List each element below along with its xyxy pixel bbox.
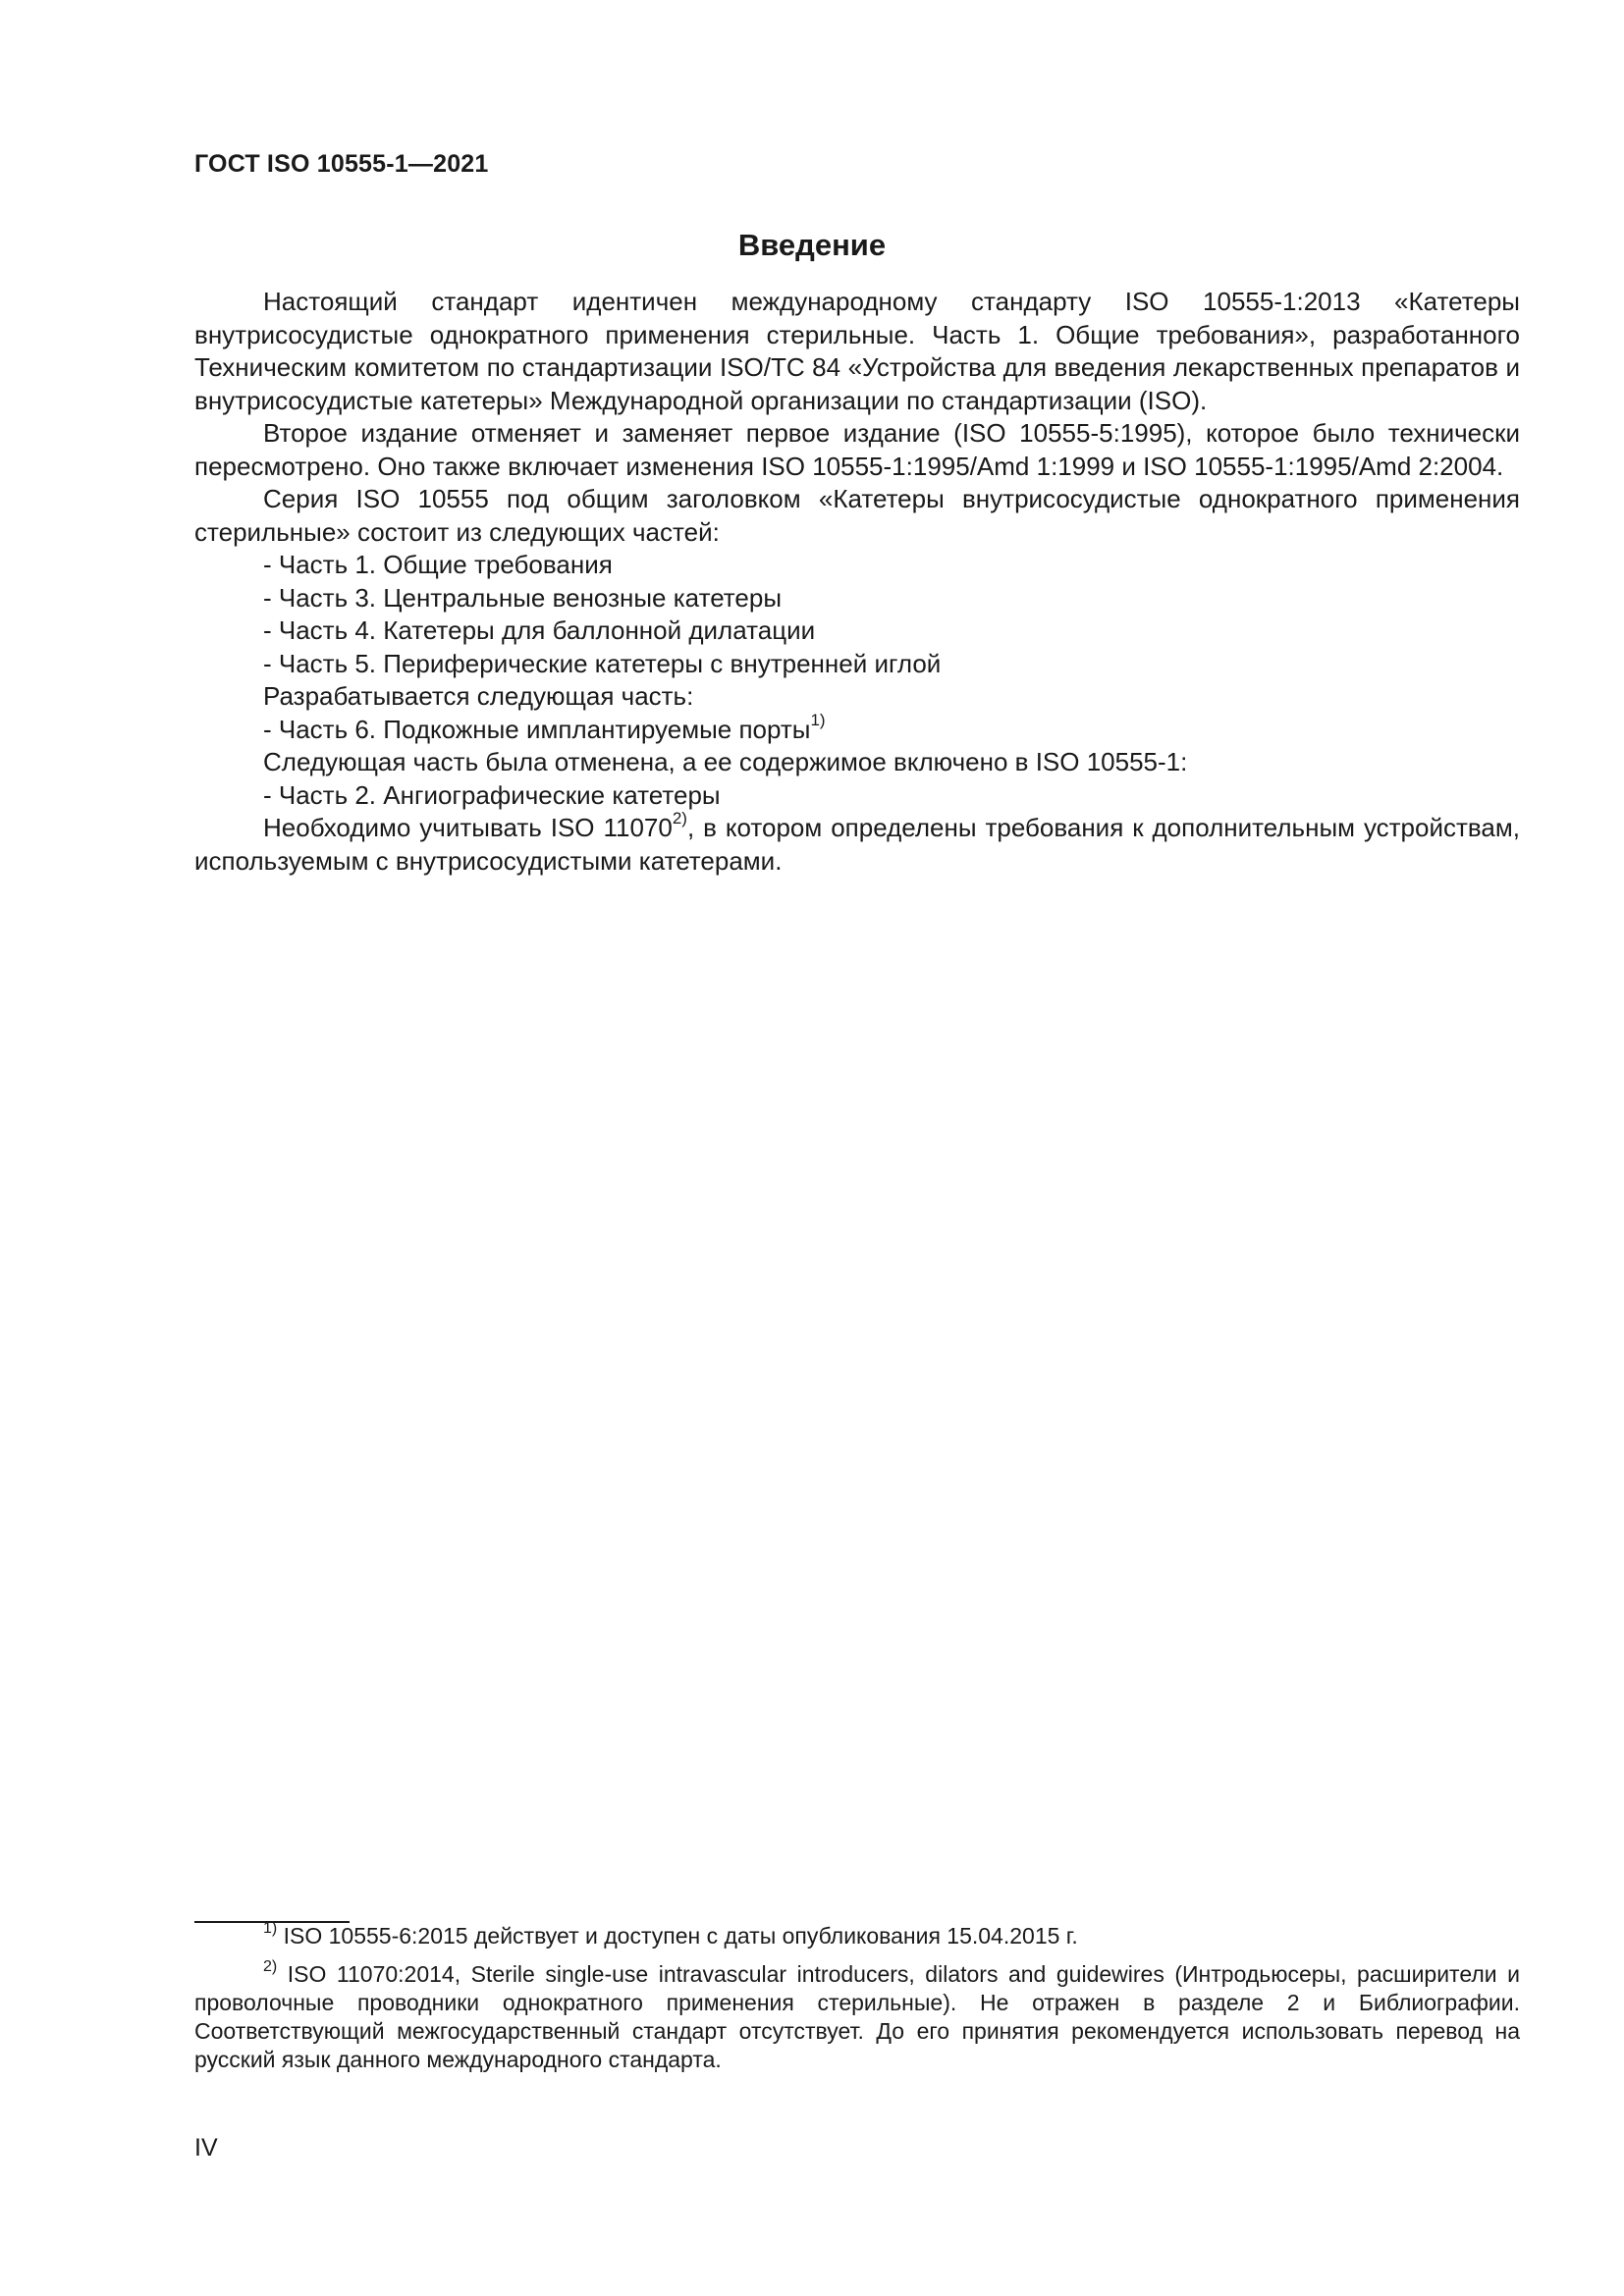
section-title: Введение [737, 228, 887, 262]
footnote-marker: 2) [263, 1958, 278, 1976]
footnote-2 [194, 1960, 1520, 2074]
paragraph-in-development: Разрабатывается следующая часть: [263, 681, 694, 711]
paragraph-text: Необходимо учитывать ISO 11070 [263, 813, 673, 842]
paragraph-identity: Настоящий стандарт идентичен международному стандарту ISO 10555-1:2013 «Катетеры внутрисосудистые однократного применения стерильные. Часть 1. Общие требования», разработанного Техническим комитетом по стандартизации ISO/TC 84 «Устройства для введения лекарственных препаратов и внутрисосудистые катетеры» Международной организации по стандартизации (ISO). [194, 287, 1520, 415]
footnote-text: ISO 11070:2014, Sterile single-use intravascular introducers, dilators and guidewires (Интродьюсеры, расширители и проволочные проводники однократного применения стерильные). Не отражен в разделе 2 и Библиографии. Соответствующий межгосударственный стандарт отсутствует. До его принятия рекомендуется использовать перевод на русский язык данного международного стандарта. [194, 1961, 1520, 2072]
paragraph-edition: Второе издание отменяет и заменяет первое издание (ISO 10555-5:1995), которое было технически пересмотрено. Оно также включает изменения ISO 10555-1:1995/Amd 1:1999 и ISO 10555-1:1995/Amd 2:2004. [194, 418, 1520, 481]
paragraph-series: Серия ISO 10555 под общим заголовком «Катетеры внутрисосудистые однократного применения стерильные» состоит из следующих частей: [194, 484, 1520, 547]
body-text [194, 286, 1520, 878]
footnote-text: ISO 10555-6:2015 действует и доступен с даты опубликования 15.04.2015 г. [283, 1923, 1078, 1949]
footnote-ref-2[interactable]: 2) [672, 809, 687, 828]
footnote-1 [194, 1922, 1520, 1950]
list-item: - Часть 1. Общие требования [263, 550, 613, 579]
paragraph-cancelled: Следующая часть была отменена, а ее содержимое включено в ISO 10555-1: [263, 747, 1188, 776]
footnotes [194, 1922, 1520, 2084]
page-number: IV [194, 2134, 218, 2162]
list-item-text: - Часть 6. Подкожные имплантируемые порты [263, 714, 811, 744]
list-item: - Часть 5. Периферические катетеры с внутренней иглой [263, 648, 942, 678]
paragraph-text: , в котором определены требования к дополнительным устройствам, используемым с внутрисосудистыми катетерами. [194, 813, 1520, 876]
list-item-part6 [194, 710, 1520, 747]
list-item-part2: - Часть 2. Ангиографические катетеры [263, 779, 721, 810]
footnote-marker: 1) [263, 1920, 278, 1938]
paragraph-iso11070 [194, 809, 1520, 878]
list-item: - Часть 4. Катетеры для баллонной дилатации [263, 615, 816, 645]
list-item: - Часть 3. Центральные венозные катетеры [263, 582, 783, 613]
footnote-ref-1[interactable]: 1) [810, 710, 826, 729]
document-header: ГОСТ ISO 10555-1—2021 [194, 150, 489, 178]
